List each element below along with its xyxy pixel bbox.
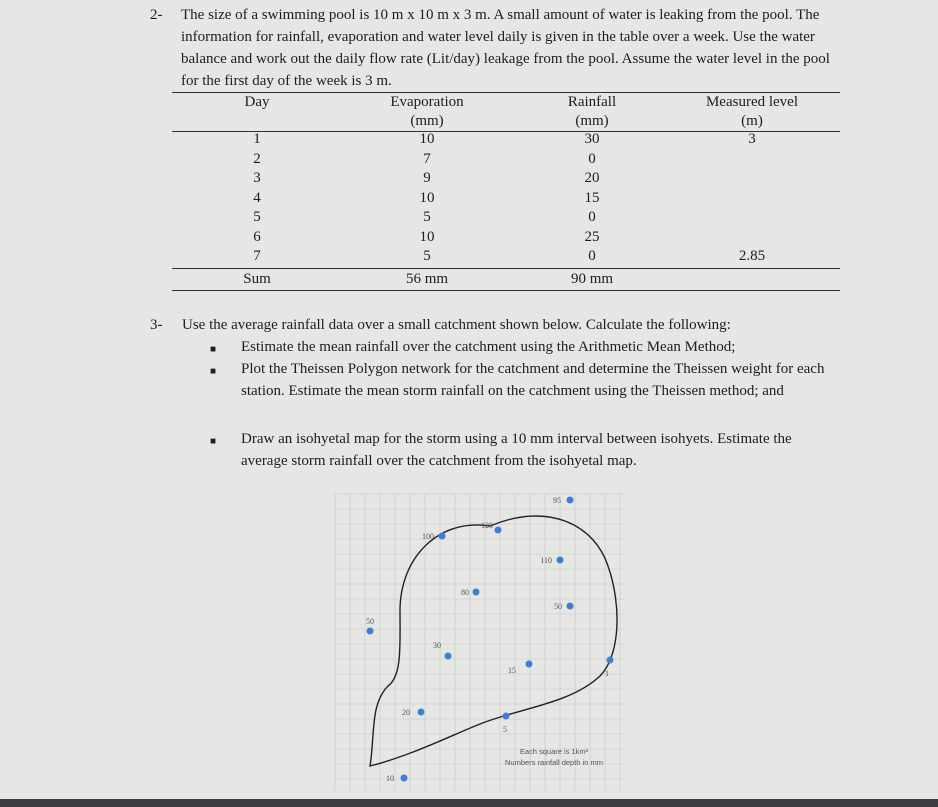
station-dot	[495, 527, 502, 534]
station-label: 50	[366, 617, 374, 626]
cell-evaporation: 5	[423, 248, 431, 264]
bullet-text: Plot the Theissen Polygon network for the catchment and determine the Theissen weight for each station. Estimate the mean storm rainfall on the catchment using the Theissen method; and	[241, 361, 825, 399]
cell-rainfall: 0	[588, 209, 596, 225]
station-dot	[503, 713, 510, 720]
cell-day: 6	[253, 228, 261, 245]
station-100	[422, 532, 446, 541]
cell-rainfall: 0	[588, 150, 596, 167]
table-bottom-rule	[172, 290, 840, 291]
header-day: Day	[244, 94, 270, 110]
sum-label: Sum	[243, 271, 271, 287]
bullet-text: Estimate the mean rainfall over the catchment using the Arithmetic Mean Method;	[241, 339, 736, 355]
station-label: 110	[540, 556, 552, 565]
cell-day: 3	[253, 170, 261, 186]
cell-evaporation: 9	[423, 170, 431, 186]
cell-measured-level: 3	[748, 131, 756, 147]
station-dot	[567, 497, 574, 504]
question-2-text: The size of a swimming pool is 10 m x 10 m x 3 m. A small amount of water is leaking from the pool. The information for rainfall, evaporation and water level daily is given in the table over a week. Use the water balance and work out the daily flow rate (Lit/day) leakage from the pool. Assume the water level in the pool for the first day of the week is 3 m.	[181, 7, 830, 89]
station-label: 120	[481, 521, 493, 530]
question-3-number: 3-	[150, 317, 163, 333]
catchment-boundary	[370, 516, 617, 766]
cell-measured-level: 2.85	[738, 248, 766, 264]
station-dot	[401, 775, 408, 782]
cell-rainfall: 20	[584, 170, 600, 186]
bullet-marker: ■	[210, 436, 217, 447]
header-rainfall-unit: (mm)	[575, 113, 609, 129]
cell-evaporation: 10	[419, 189, 435, 206]
station-label: 100	[422, 532, 434, 541]
bullet-marker: ■	[210, 344, 217, 355]
cell-day: 4	[253, 189, 261, 206]
cell-evaporation: 7	[423, 150, 431, 167]
station-label: 5	[503, 725, 507, 734]
table-top-rule	[172, 92, 840, 93]
station-label: 30	[433, 641, 441, 650]
station-label: 20	[402, 708, 410, 717]
header-evaporation-unit: (mm)	[410, 113, 444, 129]
station-dot	[557, 557, 564, 564]
cell-day: 1	[253, 131, 261, 147]
station-dot	[445, 653, 452, 660]
bullet-text: Draw an isohyetal map for the storm using a 10 mm interval between isohyets. Estimate the average storm rainfall over the catchment from the isohyetal map.	[241, 431, 792, 469]
station-label: 15	[508, 666, 516, 675]
station-dot	[526, 661, 533, 668]
cell-rainfall: 30	[584, 131, 600, 147]
station-50-east	[554, 602, 574, 611]
cell-evaporation: 10	[419, 228, 435, 245]
station-15	[508, 661, 533, 676]
question-3-intro: Use the average rainfall data over a small catchment shown below. Calculate the following:	[182, 317, 731, 333]
station-10	[386, 774, 408, 783]
station-dot	[439, 533, 446, 540]
cell-day: 7	[253, 248, 261, 264]
figure-note-scale: Each square is 1km²	[519, 747, 589, 756]
header-measured-level-unit: (m)	[741, 113, 763, 129]
header-evaporation: Evaporation	[390, 94, 464, 110]
header-rainfall: Rainfall	[567, 94, 617, 110]
cell-rainfall: 15	[584, 189, 600, 206]
header-measured-level: Measured level	[705, 94, 799, 110]
screen-bottom-bar	[0, 799, 938, 807]
station-5	[503, 713, 510, 735]
sum-evaporation: 56 mm	[405, 271, 449, 287]
station-50-west	[366, 617, 374, 635]
station-dot	[418, 709, 425, 716]
cell-evaporation: 10	[419, 131, 435, 147]
bullet-marker: ■	[210, 366, 217, 377]
station-95	[553, 496, 574, 505]
station-label: 50	[554, 602, 562, 611]
table-body-rule	[172, 268, 840, 269]
station-dot	[567, 603, 574, 610]
cell-evaporation: 5	[423, 209, 431, 225]
cell-day: 5	[253, 209, 261, 225]
figure-note-units: Numbers rainfall depth in mm	[505, 758, 603, 767]
station-label: 10	[386, 774, 394, 783]
cell-rainfall: 25	[584, 228, 600, 245]
station-dot	[607, 657, 614, 664]
station-dot	[367, 628, 374, 635]
catchment-figure	[330, 486, 630, 796]
cell-day: 2	[253, 150, 261, 167]
cell-rainfall: 0	[588, 248, 596, 264]
sum-rainfall: 90 mm	[570, 271, 614, 287]
station-dot	[473, 589, 480, 596]
question-2-number: 2-	[150, 7, 163, 23]
station-label: 95	[553, 496, 561, 505]
station-label: 1	[605, 669, 609, 678]
station-20	[402, 708, 425, 717]
station-label: 80	[461, 588, 469, 597]
